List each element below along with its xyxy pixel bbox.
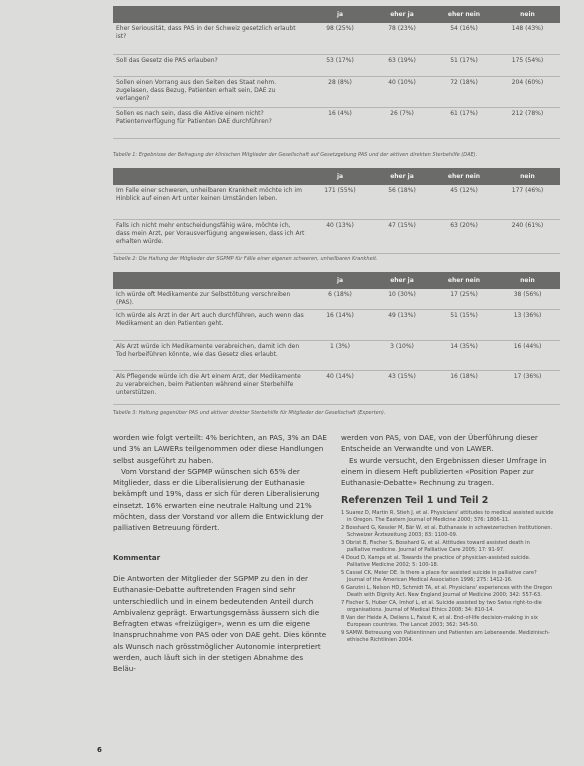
cell-value: 171 (55%) — [309, 185, 371, 219]
column-header: eher nein — [433, 6, 495, 23]
cell-value: 16 (44%) — [495, 341, 560, 371]
row-question: Eher Seriousität, dass PAS in der Schweiz gesetzlich erlaubt ist? — [113, 23, 309, 54]
reference-item: 9 SAMW. Betreuung von Patientinnen und Patienten am Lebensende. Medizinisch-ethische Richtlinien 2004. — [341, 630, 550, 644]
cell-value: 16 (14%) — [309, 310, 371, 341]
cell-value: 177 (46%) — [495, 185, 560, 219]
column-header — [113, 168, 309, 185]
cell-value: 1 (3%) — [309, 341, 371, 371]
column-header: ja — [309, 6, 371, 23]
column-header: nein — [495, 168, 560, 185]
cell-value: 53 (17%) — [309, 54, 371, 76]
row-question: Als Pflegende würde ich die Art einem Arzt, der Medikamente zu verabreichen, beim Patienten während einer Sterbehilfe unterstützen. — [113, 371, 309, 405]
column-header: eher ja — [371, 272, 433, 289]
cell-value: 14 (35%) — [433, 341, 495, 371]
body-paragraph: Es wurde versucht, den Ergebnissen dieser Umfrage in einem in diesem Heft publizierten «Position Paper zur Euthanasie-Debatte» Rechnung zu tragen. — [341, 455, 547, 488]
column-header — [113, 6, 309, 23]
column-header: eher ja — [371, 6, 433, 23]
cell-value: 63 (19%) — [371, 54, 433, 76]
table-row — [113, 76, 560, 107]
table-caption: Tabelle 3: Haltung gegenüber PAS und aktiver direkter Sterbehilfe für Mitglieder der Gesellschaft (Experten). — [113, 410, 386, 416]
right-column — [341, 432, 554, 645]
cell-value: 56 (18%) — [371, 185, 433, 219]
column-header: ja — [309, 272, 371, 289]
table-caption: Tabelle 2: Die Haltung der Mitglieder der SGPMP für Fälle einer eigenen schweren, unheilbaren Krankheit. — [113, 256, 378, 262]
cell-value: 72 (18%) — [433, 76, 495, 107]
cell-value: 61 (17%) — [433, 107, 495, 138]
cell-value: 148 (43%) — [495, 23, 560, 54]
table-3 — [113, 272, 560, 405]
column-header — [113, 272, 309, 289]
section-heading: Kommentar — [113, 552, 161, 562]
cell-value: 10 (30%) — [371, 289, 433, 310]
table-row — [113, 341, 560, 371]
cell-value: 16 (4%) — [309, 107, 371, 138]
cell-value: 13 (36%) — [495, 310, 560, 341]
table-header — [113, 272, 560, 289]
cell-value: 49 (13%) — [371, 310, 433, 341]
table-row — [113, 54, 560, 76]
table-row — [113, 185, 560, 219]
table-caption: Tabelle 1: Ergebnisse der Befragung der klinischen Mitglieder der Gesellschaft auf Gesetzgebung PAS und der aktiven direkten Sterbehilfe (DAE). — [113, 152, 478, 158]
cell-value: 17 (25%) — [433, 289, 495, 310]
table-row — [113, 289, 560, 310]
table-row — [113, 371, 560, 405]
reference-item: 4 Doud D, Kamps et al. Towards the practice of physician-assisted suicide. Palliative Medicine 2002; 5: 100-18. — [341, 555, 531, 569]
cell-value: 63 (20%) — [433, 219, 495, 253]
body-paragraph: Die Antworten der Mitglieder der SGPMP zu den in der Euthanasie-Debatte auftretenden Fragen sind sehr unterschiedlich und in einem bedeutenden Anteil durch Ambivalenz geprägt. Erwartungsgemäss äussern sich die Befragten etwas «freizügiger», wenn es um die eigene Inanspruchnahme von PAS oder von DAE geht. Dies könnte als Wunsch nach grösstmöglicher Autonomie interpretiert werden, auch läuft sich in der stetigen Abnahme des Beläu- — [113, 573, 327, 674]
column-header: eher ja — [371, 168, 433, 185]
reference-item: 3 Obrist B, Fischer S, Bosshard G, et al. Attitudes toward assisted death in palliative medicine. Journal of Palliative Care 2005; 17: 91-97. — [341, 540, 530, 554]
column-header: ja — [309, 168, 371, 185]
references-heading: Referenzen Teil 1 und Teil 2 — [341, 495, 489, 507]
cell-value: 28 (8%) — [309, 76, 371, 107]
left-column — [113, 432, 327, 675]
reference-item: 2 Bosshard G, Kessler M, Bär W, et al. Euthanasie in schweizerischen Institutionen. Schweizer Ärztezeitung 2003; 83: 1100-09. — [341, 525, 553, 539]
table-header — [113, 6, 560, 23]
cell-value: 6 (18%) — [309, 289, 371, 310]
cell-value: 47 (15%) — [371, 219, 433, 253]
cell-value: 38 (56%) — [495, 289, 560, 310]
cell-value: 43 (15%) — [371, 371, 433, 405]
cell-value: 51 (15%) — [433, 310, 495, 341]
cell-value: 51 (17%) — [433, 54, 495, 76]
row-question: Sollen einen Vorrang aus den Seiten des Staat nehm. zugelasen, dass Bezug, Patienten erhalt sein, DAE zu verlangen? — [113, 76, 309, 107]
table-1 — [113, 6, 560, 139]
row-question: Ich würde als Arzt in der Art auch durchführen, auch wenn das Medikament an den Patienten geht. — [113, 310, 309, 341]
body-paragraph: Vom Vorstand der SGPMP wünschen sich 65% der Mitglieder, dass er die Liberalisierung der Euthanasie bekämpft und 19%, dass er sich für deren Liberalisierung einsetzt. 16% erwarten eine neutrale Haltung und 21% möchten, dass der Vorstand vor allem die Entwicklung der palliativen Betreuung fördert. — [113, 466, 324, 533]
table-row — [113, 310, 560, 341]
reference-item: 6 Ganzini L, Nelson HD, Schmidt TA, et al. Physicians' experiences with the Oregon Death with Dignity Act. New England Journal of Medicine 2000; 342: 557-63. — [341, 585, 553, 599]
cell-value: 240 (61%) — [495, 219, 560, 253]
cell-value: 204 (60%) — [495, 76, 560, 107]
table-2 — [113, 168, 560, 254]
row-question: Im Falle einer schweren, unheilbaren Krankheit möchte ich im Hinblick auf einen Art unter keinen Umständen leben. — [113, 185, 309, 219]
cell-value: 45 (12%) — [433, 185, 495, 219]
cell-value: 16 (18%) — [433, 371, 495, 405]
page-number: 6 — [97, 746, 102, 754]
column-header: eher nein — [433, 168, 495, 185]
table-row — [113, 107, 560, 138]
table-header — [113, 168, 560, 185]
table-row — [113, 23, 560, 54]
cell-value: 54 (16%) — [433, 23, 495, 54]
table-row — [113, 219, 560, 253]
row-question: Soll das Gesetz die PAS erlauben? — [113, 54, 309, 76]
reference-item: 5 Cassel CK, Meier DE. Is there a place for assisted suicide in palliative care? Journal of the American Medical Association 1996; 275: 1412-16. — [341, 570, 537, 584]
cell-value: 40 (13%) — [309, 219, 371, 253]
body-paragraph: werden von PAS, von DAE, von der Überführung dieser Entscheide an Verwandte und von LAWER. — [341, 433, 538, 454]
cell-value: 40 (10%) — [371, 76, 433, 107]
body-paragraph: worden wie folgt verteilt: 4% berichten, an PAS, 3% an DAE und 3% an LAWERs teilgenommen oder diese Handlungen selbst ausgeführt zu haben. — [113, 433, 327, 465]
reference-item: 8 Van der Heide A, Deliens L, Faisst K, et al. End-of-life decision-making in six European countries. The Lancet 2003; 362: 345-50. — [341, 615, 538, 629]
row-question: Als Arzt würde ich Medikamente verabreichen, damit ich den Tod herbeiführen könnte, wie das Gesetz dies erlaubt. — [113, 341, 309, 371]
column-header: eher nein — [433, 272, 495, 289]
column-header: nein — [495, 6, 560, 23]
cell-value: 40 (14%) — [309, 371, 371, 405]
cell-value: 78 (23%) — [371, 23, 433, 54]
row-question: Sollen es nach sein, dass die Aktive einem nicht? Patientenverfügung für Patienten DAE durchführen? — [113, 107, 309, 138]
reference-item: 7 Fischer S, Huber CA, Imhof L, et al. Suicide assisted by two Swiss right-to-die organisations. Journal of Medical Ethics 2008; 34: 810-14. — [341, 600, 542, 614]
row-question: Ich würde oft Medikamente zur Selbsttötung verschreiben (PAS). — [113, 289, 309, 310]
row-question: Falls ich nicht mehr entscheidungsfähig wäre, möchte ich, dass mein Arzt, per Vorausverfügung angewiesen, dass ich Art erhalten würde. — [113, 219, 309, 253]
cell-value: 175 (54%) — [495, 54, 560, 76]
reference-item: 1 Suarez D, Martin R, Stieh J, et al. Physicians' attitudes to medical assisted suicide in Oregon. The Eastern Journal of Medicine 2000; 376: 1806-11. — [341, 510, 554, 524]
cell-value: 26 (7%) — [371, 107, 433, 138]
column-header: nein — [495, 272, 560, 289]
cell-value: 3 (10%) — [371, 341, 433, 371]
cell-value: 212 (78%) — [495, 107, 560, 138]
cell-value: 98 (25%) — [309, 23, 371, 54]
cell-value: 17 (36%) — [495, 371, 560, 405]
